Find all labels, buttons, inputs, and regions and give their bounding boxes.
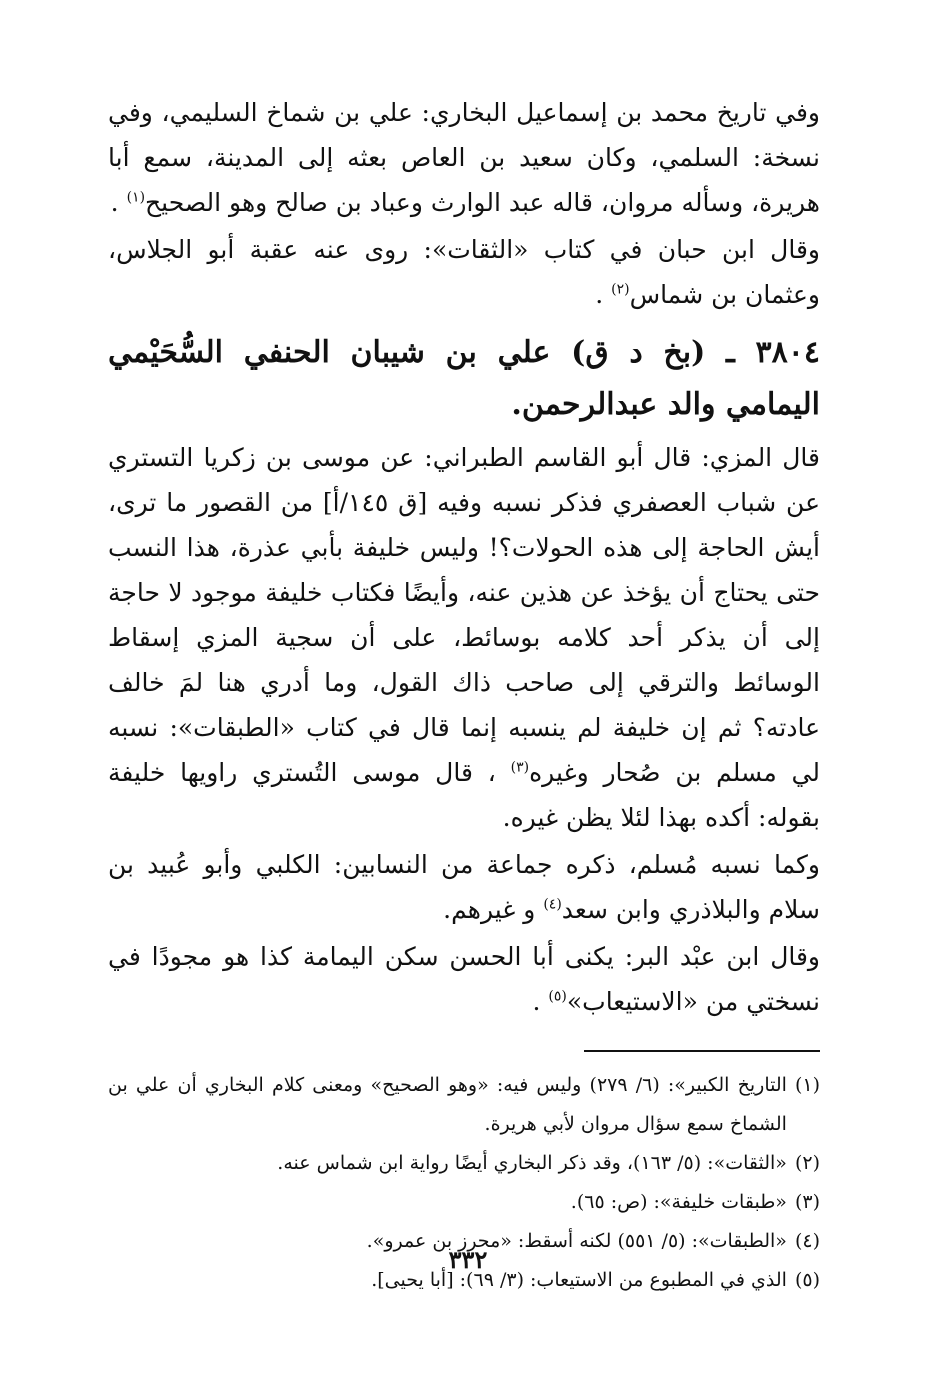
footnote-text: التاريخ الكبير»: (٦/ ٢٧٩) وليس فيه: «وهو الصحيح» ومعنى كلام البخاري أن علي بن الشماخ سمع سؤال مروان لأبي هريرة.	[108, 1074, 787, 1135]
paragraph-tail: .	[532, 987, 549, 1016]
paragraph-tail: و غيرهم.	[443, 895, 544, 924]
paragraph-genealogists	[108, 842, 820, 932]
footnote-item	[108, 1144, 820, 1183]
paragraph-tail: .	[595, 280, 612, 309]
footnote-text: «طبقات خليفة»: (ص: ٦٥).	[570, 1191, 787, 1213]
page-number: ٣٣٢	[448, 1245, 488, 1274]
footnote-number: (٥)	[794, 1269, 820, 1291]
paragraph-tail: ، قال موسى التُستري راويها خليفة بقوله: أكده بهذا لئلا يظن غيره.	[108, 758, 820, 832]
footnote-ref-3[interactable]: (٣)	[510, 759, 530, 776]
footnote-text: «الطبقات»: (٥/ ٥٥١) لكنه أسقط: «محرز بن عمرو».	[366, 1230, 787, 1252]
footnote-ref-1[interactable]: (١)	[126, 189, 146, 206]
footnote-number: (٤)	[794, 1230, 820, 1252]
footnote-ref-4[interactable]: (٤)	[543, 896, 562, 913]
paragraph-bukhari-history	[108, 90, 820, 225]
footnote-number: (١)	[794, 1074, 820, 1096]
paragraph-text: وفي تاريخ محمد بن إسماعيل البخاري: علي بن شماخ السليمي، وفي نسخة: السلمي، وكان سعيد بن العاص بعثه إلى المدينة، سمع أبا هريرة، وسأله مروان، قاله عبد الوارث وعباد بن صالح وهو الصحيح	[108, 98, 820, 217]
page-body	[108, 90, 820, 1300]
footnote-divider	[584, 1050, 820, 1052]
footnote-item	[108, 1183, 820, 1222]
footnote-ref-2[interactable]: (٢)	[611, 281, 630, 298]
paragraph-text: قال المزي: قال أبو القاسم الطبراني: عن موسى بن زكريا التستري عن شباب العصفري فذكر نسبه وفيه [ق ١٤٥/أ] من القصور ما ترى، أيش الحاجة إلى هذه الحولات؟! وليس خليفة بأبي عذرة، هذا النسب حتى يحتاج أن يؤخذ عن هذين عنه، وأيضًا فكتاب خليفة موجود لا حاجة إلى أن يذكر أحد كلامه بوسائط، على أن سجية المزي إسقاط الوسائط والترقي إلى صاحب ذاك القول، وما أدري هنا لمَ خالف عادته؟ ثم إن خليفة لم ينسبه إنما قال في كتاب «الطبقات»: نسبه لي مسلم بن صُحار وغيره	[108, 443, 820, 787]
paragraph-mizzi	[108, 435, 820, 840]
paragraph-text: وقال ابن حبان في كتاب «الثقات»: روى عنه عقبة أبو الجلاس، وعثمان بن شماس	[108, 235, 820, 309]
entry-heading: ٣٨٠٤ ـ (بخ د ق) علي بن شيبان الحنفي السُّحَيْمي اليمامي والد عبدالرحمن.	[108, 335, 820, 422]
footnote-text: الذي في المطبوع من الاستيعاب: (٣/ ٦٩): [أبا يحيى].	[371, 1269, 787, 1291]
paragraph-text: وقال ابن عبْد البر: يكنى أبا الحسن سكن اليمامة كذا هو مجودًا في نسختي من «الاستيعاب»	[108, 942, 820, 1016]
footnote-number: (٣)	[794, 1191, 820, 1213]
paragraph-tail: .	[110, 188, 127, 217]
paragraph-text: وكما نسبه مُسلم، ذكره جماعة من النسابين: الكلبي وأبو عُبيد بن سلام والبلاذري وابن سعد	[108, 850, 820, 924]
footnote-number: (٢)	[794, 1152, 820, 1174]
footnote-item	[108, 1066, 820, 1144]
footnote-ref-5[interactable]: (٥)	[548, 988, 567, 1005]
paragraph-ibn-abd-al-barr	[108, 934, 820, 1024]
footnote-text: «الثقات»: (٥/ ١٦٣)، وقد ذكر البخاري أيضًا رواية ابن شماس عنه.	[277, 1152, 787, 1174]
paragraph-ibn-hibban	[108, 227, 820, 317]
